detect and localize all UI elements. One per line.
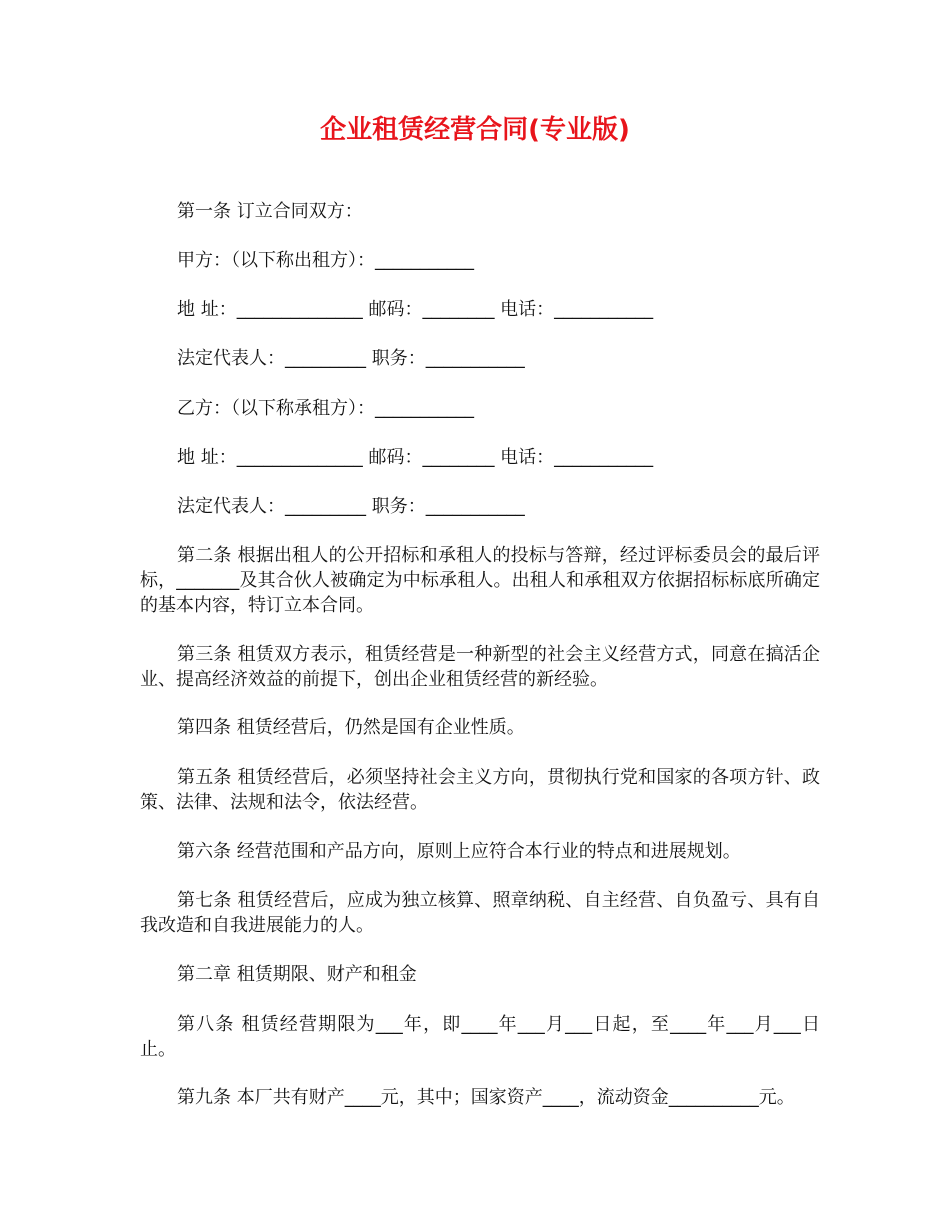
- party-a-address-line: 地 址：______________ 邮码：________ 电话：___________: [177, 299, 654, 320]
- article-9-paragraph: 第九条 本厂共有财产____元，其中；国家资产____，流动资金__________元。: [177, 1087, 795, 1108]
- party-a-line: 甲方：（以下称出租方）：___________: [177, 250, 474, 271]
- article-5-paragraph: 第五条 租赁经营后，必须坚持社会主义方向，贯彻执行党和国家的各项方针、政策、法律、法规和法令，依法经营。: [140, 767, 820, 813]
- article-6-paragraph: 第六条 经营范围和产品方向，原则上应符合本行业的特点和进展规划。: [177, 841, 741, 862]
- article-7-paragraph: 第七条 租赁经营后，应成为独立核算、照章纳税、自主经营、自负盈亏、具有自我改造和自我进展能力的人。: [140, 890, 820, 936]
- party-b-representative-line: 法定代表人：_________ 职务：___________: [177, 496, 525, 517]
- document-title: 企业租赁经营合同(专业版): [320, 115, 630, 145]
- chapter-2-heading: 第二章 租赁期限、财产和租金: [177, 964, 417, 985]
- article-3-paragraph: 第三条 租赁双方表示，租赁经营是一种新型的社会主义经营方式，同意在搞活企业、提高经济效益的前提下，创出企业租赁经营的新经验。: [140, 644, 820, 690]
- party-b-line: 乙方：（以下称承租方）：___________: [177, 398, 474, 419]
- party-a-representative-line: 法定代表人：_________ 职务：___________: [177, 348, 525, 369]
- article-2-paragraph: 第二条 根据出租人的公开招标和承租人的投标与答辩，经过评标委员会的最后评标，_______及其合伙人被确定为中标承租人。出租人和承租双方依据招标标底所确定的基本内容，特订立本合同。: [140, 545, 820, 616]
- party-b-address-line: 地 址：______________ 邮码：________ 电话：___________: [177, 447, 654, 468]
- article-1-line: 第一条 订立合同双方：: [177, 201, 363, 222]
- article-4-paragraph: 第四条 租赁经营后，仍然是国有企业性质。: [177, 717, 525, 738]
- article-8-paragraph: 第八条 租赁经营期限为___年，即____年___月___日起，至____年___月___日止。: [140, 1014, 820, 1060]
